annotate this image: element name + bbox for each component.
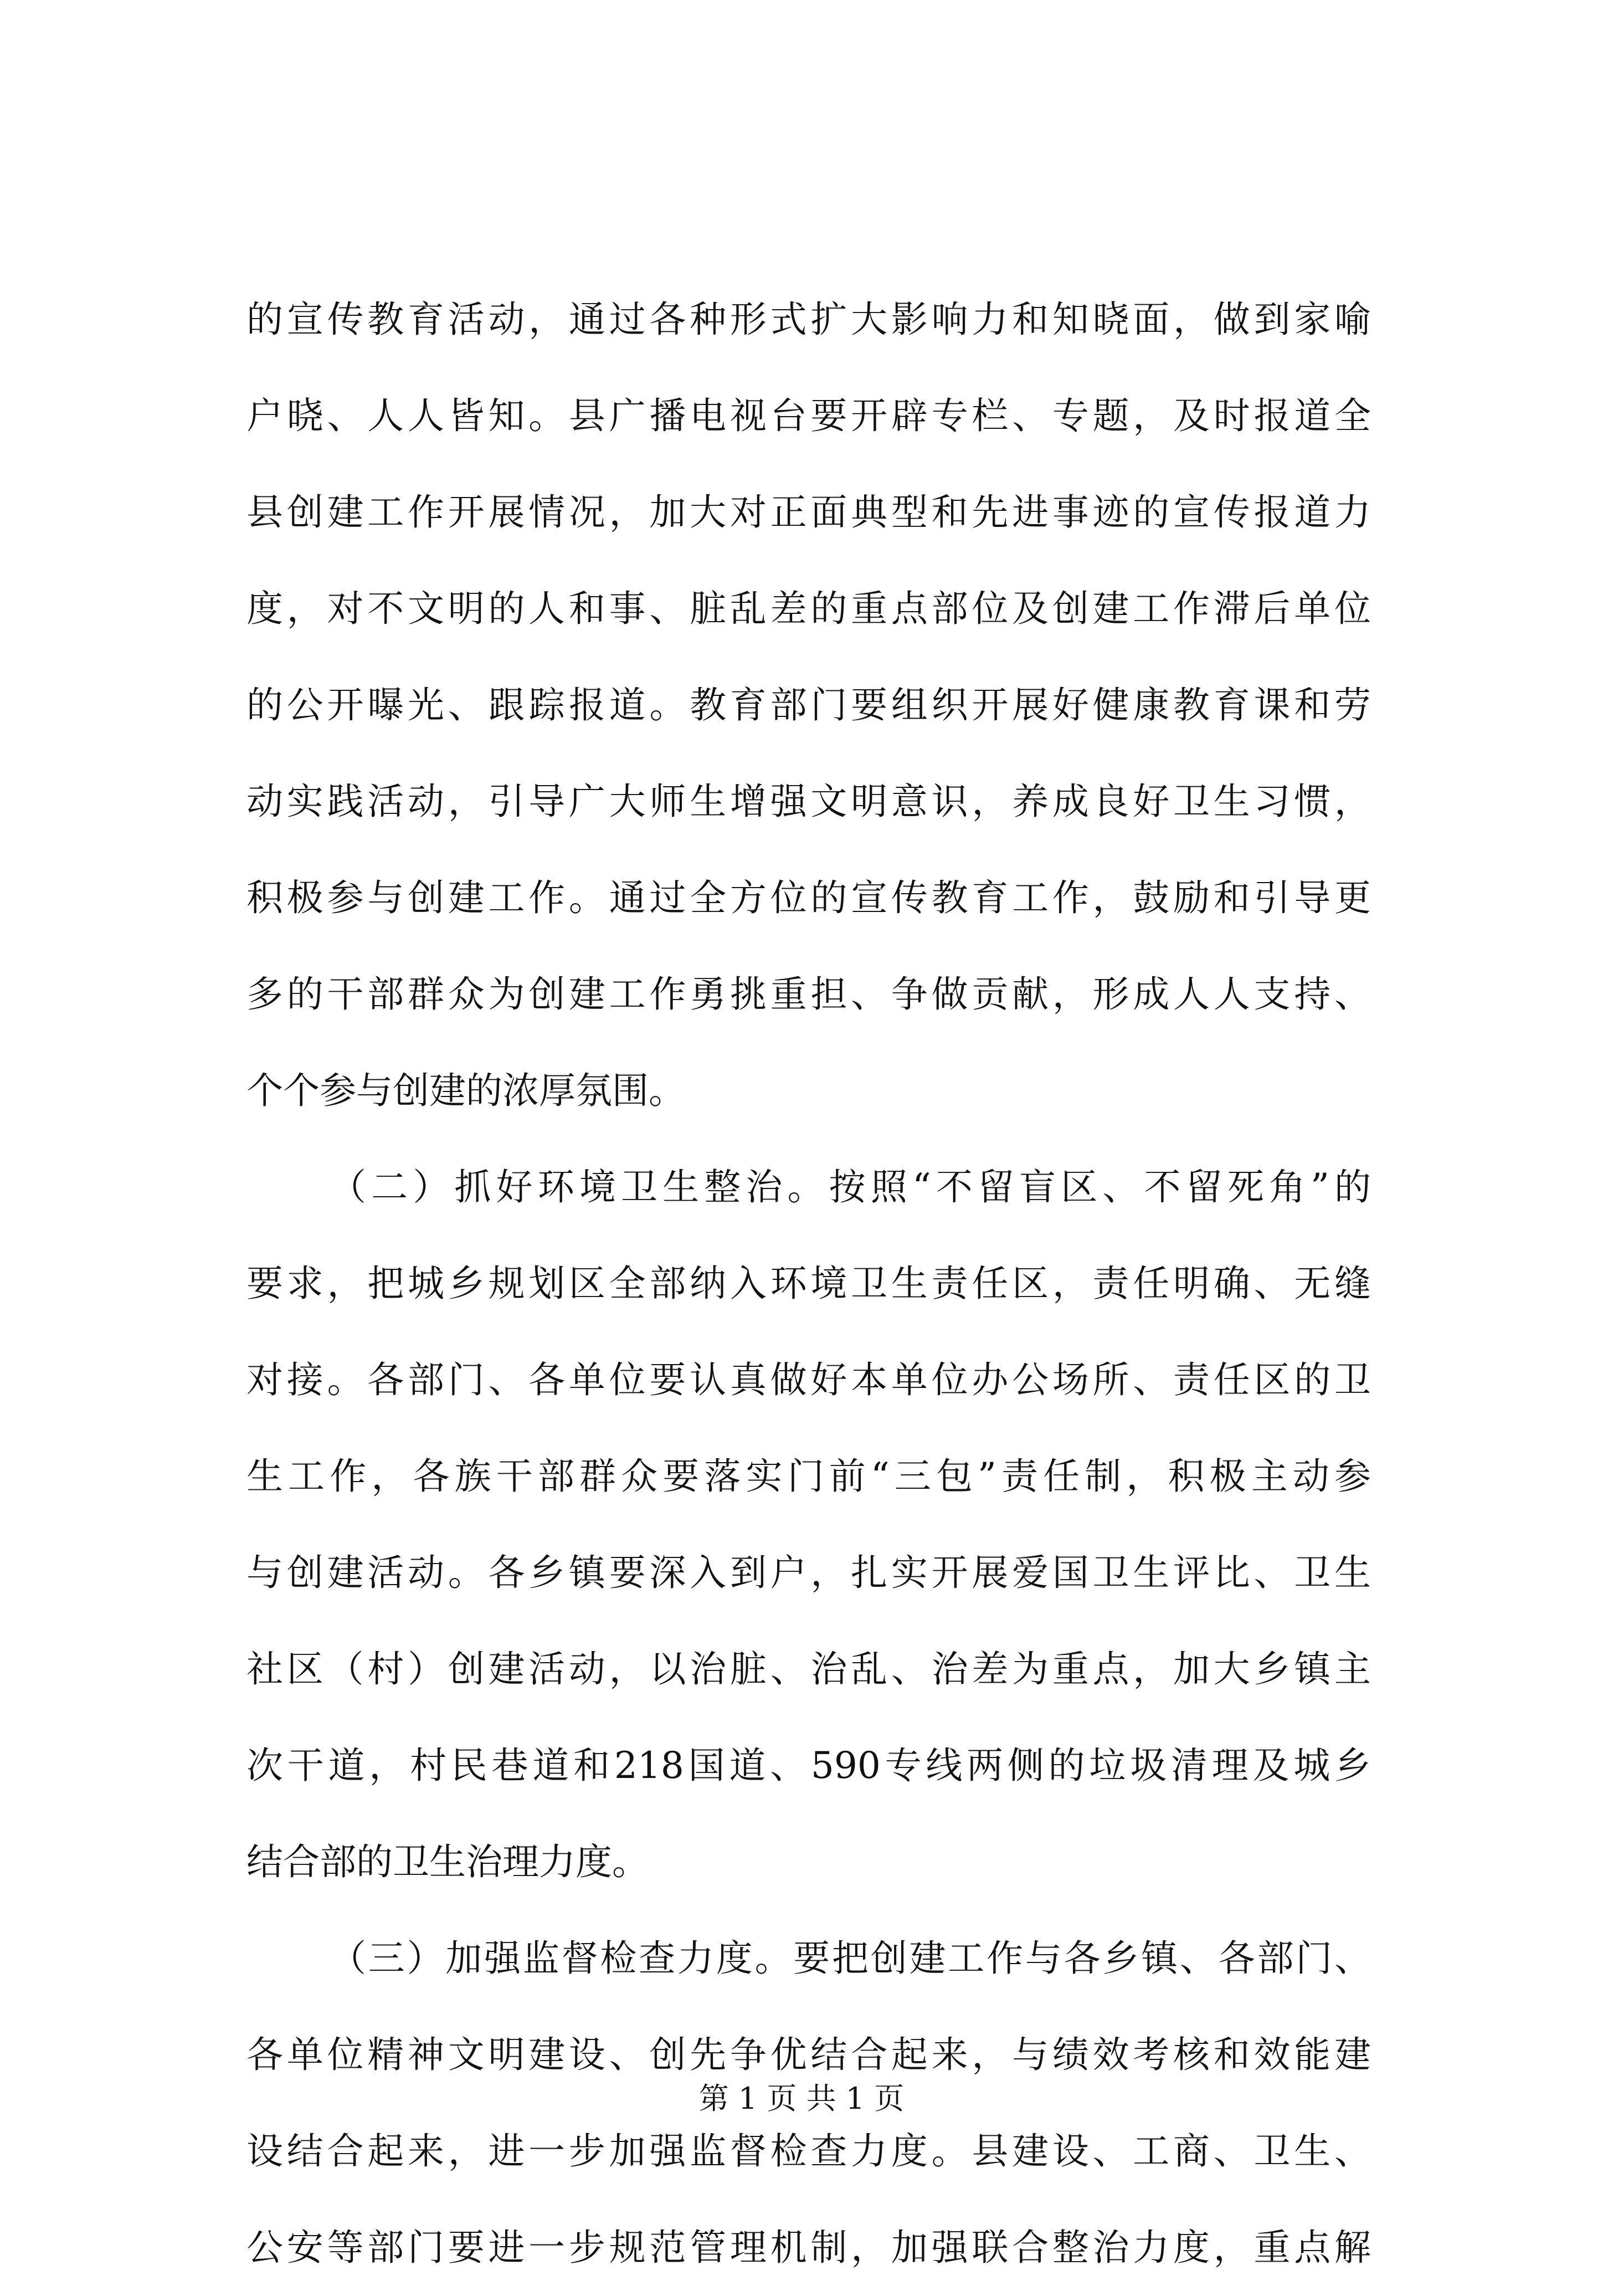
body-line-11: 要求，把城乡规划区全部纳入环境卫生责任区，责任明确、无缝 [246, 1262, 1371, 1305]
body-line-4: 度，对不文明的人和事、脏乱差的重点部位及创建工作滞后单位 [246, 587, 1371, 630]
body-line-20: 设结合起来，进一步加强监督检查力度。县建设、工商、卫生、 [246, 2130, 1371, 2172]
body-line-14: 与创建活动。各乡镇要深入到户，扎实开展爱国卫生评比、卫生 [246, 1551, 1371, 1594]
body-line-17: 结合部的卫生治理力度。 [246, 1841, 649, 1883]
body-line-18: （三）加强监督检查力度。要把创建工作与各乡镇、各部门、 [330, 1937, 1371, 1980]
page-footer: 第 1 页 共 1 页 [698, 2081, 905, 2116]
body-line-19: 各单位精神文明建设、创先争优结合起来，与绩效考核和效能建 [246, 2033, 1371, 2076]
body-line-12: 对接。各部门、各单位要认真做好本单位办公场所、责任区的卫 [246, 1359, 1371, 1401]
body-line-13: 生工作，各族干部群众要落实门前“三包”责任制，积极主动参 [246, 1455, 1371, 1498]
body-line-9: 个个参与创建的浓厚氛围。 [246, 1069, 685, 1112]
body-line-21: 公安等部门要进一步规范管理机制，加强联合整治力度，重点解 [246, 2226, 1371, 2269]
body-line-5: 的公开曝光、跟踪报道。教育部门要组织开展好健康教育课和劳 [246, 684, 1371, 726]
body-line-16: 次干道，村民巷道和218国道、590专线两侧的垃圾清理及城乡 [246, 1744, 1371, 1787]
body-line-7: 积极参与创建工作。通过全方位的宣传教育工作，鼓励和引导更 [246, 877, 1371, 919]
body-line-8: 多的干部群众为创建工作勇挑重担、争做贡献，形成人人支持、 [246, 973, 1371, 1016]
body-line-3: 县创建工作开展情况，加大对正面典型和先进事迹的宣传报道力 [246, 491, 1371, 534]
body-line-1: 的宣传教育活动，通过各种形式扩大影响力和知晓面，做到家喻 [246, 298, 1371, 341]
body-line-10: （二）抓好环境卫生整治。按照“不留盲区、不留死角”的 [330, 1166, 1371, 1208]
body-line-6: 动实践活动，引导广大师生增强文明意识，养成良好卫生习惯， [246, 780, 1371, 823]
document-body [246, 271, 1371, 2296]
body-line-2: 户晓、人人皆知。县广播电视台要开辟专栏、专题，及时报道全 [246, 394, 1371, 437]
body-line-15: 社区（村）创建活动，以治脏、治乱、治差为重点，加大乡镇主 [246, 1648, 1371, 1690]
